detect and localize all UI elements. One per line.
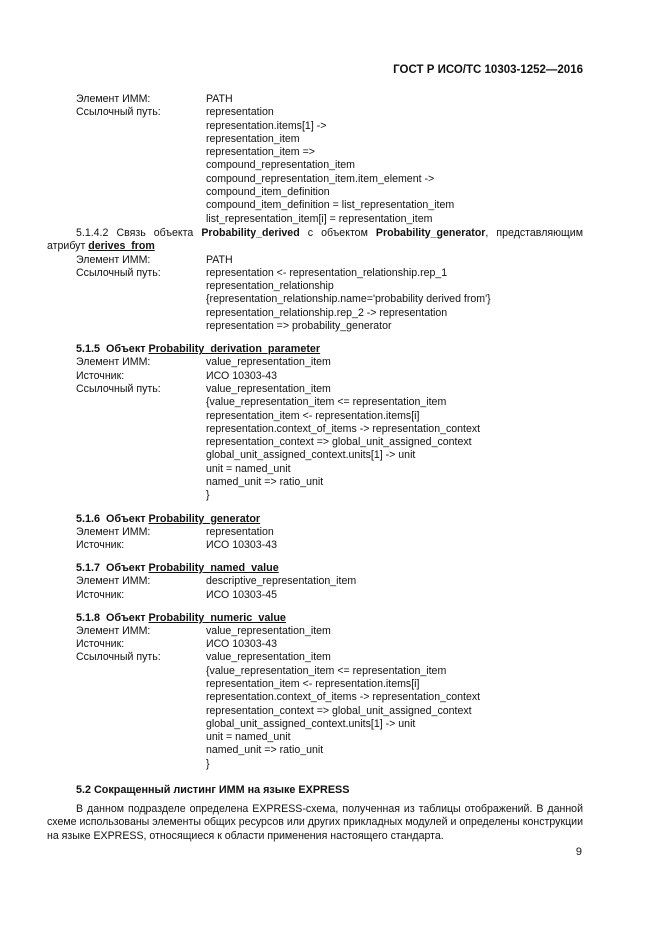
mapping-value: representation_relationship.rep_2 -> representation bbox=[206, 306, 448, 319]
mapping-row bbox=[47, 539, 583, 552]
mapping-label bbox=[47, 173, 206, 186]
mapping-value: representation_item bbox=[206, 132, 300, 145]
clause-5-1-4-2: 5.1.4.2 Связь объекта Probability_derived с объектом Probability_generator, представляющим атрибут derives_from bbox=[47, 226, 583, 253]
mapping-row bbox=[47, 638, 583, 651]
mapping-value: PATH bbox=[206, 93, 233, 105]
mapping-row bbox=[47, 575, 583, 588]
mapping-row bbox=[47, 744, 583, 757]
mapping-label bbox=[47, 133, 206, 146]
mapping-label: Элемент ИММ: bbox=[76, 624, 151, 637]
mapping-row bbox=[47, 307, 583, 320]
mapping-value: representation_item <- representation.items[i] bbox=[206, 677, 420, 690]
mapping-row bbox=[47, 449, 583, 462]
mapping-row bbox=[47, 665, 583, 678]
mapping-row bbox=[47, 280, 583, 293]
mapping-value: unit = named_unit bbox=[206, 731, 291, 744]
page-content bbox=[47, 93, 583, 843]
mapping-label bbox=[47, 463, 206, 476]
mapping-row bbox=[47, 370, 583, 383]
section-5-1-5-rows bbox=[47, 356, 583, 502]
mapping-label bbox=[47, 120, 206, 133]
mapping-label bbox=[47, 146, 206, 159]
mapping-value: compound_representation_item.item_element -> bbox=[206, 172, 435, 185]
mapping-value: global_unit_assigned_context.units[1] -> unit bbox=[206, 717, 416, 730]
section-5-1-7-rows bbox=[47, 575, 583, 602]
mapping-value: {value_representation_item <= representation_item bbox=[206, 664, 447, 677]
mapping-value: compound_item_definition bbox=[206, 186, 330, 199]
mapping-row bbox=[47, 476, 583, 489]
mapping-value: representation_item <- representation.items[i] bbox=[206, 409, 420, 422]
mapping-label bbox=[47, 758, 206, 771]
mapping-label: Ссылочный путь: bbox=[76, 266, 161, 279]
mapping-label bbox=[47, 436, 206, 449]
mapping-value: representation.context_of_items -> representation_context bbox=[206, 422, 481, 435]
mapping-row bbox=[47, 526, 583, 539]
mapping-row bbox=[47, 589, 583, 602]
mapping-value: named_unit => ratio_unit bbox=[206, 744, 324, 757]
mapping-row bbox=[47, 678, 583, 691]
mapping-label bbox=[47, 449, 206, 462]
mapping-value: representation => probability_generator bbox=[206, 320, 392, 333]
mapping-row bbox=[47, 625, 583, 638]
mapping-value: representation bbox=[206, 525, 274, 538]
mapping-label bbox=[47, 307, 206, 320]
mapping-block-2 bbox=[47, 254, 583, 334]
document-header: ГОСТ Р ИСО/ТС 10303-1252—2016 bbox=[393, 64, 583, 76]
mapping-label bbox=[47, 186, 206, 199]
mapping-row bbox=[47, 146, 583, 159]
mapping-label bbox=[47, 691, 206, 704]
mapping-label bbox=[47, 213, 206, 226]
mapping-label bbox=[47, 159, 206, 172]
section-5-1-8-rows bbox=[47, 625, 583, 771]
section-5-2-paragraph: В данном подразделе определена EXPRESS-схема, полученная из таблицы отображений. В данной схеме использованы элементы общих ресурсов или других прикладных модулей и определены конструкции на языке EXPRESS, относящиеся к области применения настоящего стандарта. bbox=[47, 803, 583, 842]
mapping-label: Источник: bbox=[76, 638, 125, 651]
mapping-label bbox=[47, 320, 206, 333]
mapping-label bbox=[47, 423, 206, 436]
mapping-row bbox=[47, 356, 583, 369]
mapping-row bbox=[47, 691, 583, 704]
mapping-row bbox=[47, 396, 583, 409]
mapping-row bbox=[47, 267, 583, 280]
mapping-value: representation_relationship bbox=[206, 280, 334, 293]
mapping-value: representation <- representation_relationship.rep_1 bbox=[206, 266, 448, 279]
section-5-1-6-heading: 5.1.6 Объект Probability_generator bbox=[76, 512, 261, 525]
mapping-label bbox=[47, 293, 206, 306]
mapping-row bbox=[47, 159, 583, 172]
mapping-row bbox=[47, 293, 583, 306]
mapping-value: representation.context_of_items -> representation_context bbox=[206, 691, 481, 704]
mapping-row bbox=[47, 93, 583, 106]
mapping-value: global_unit_assigned_context.units[1] -> unit bbox=[206, 449, 416, 462]
section-5-1-6-rows bbox=[47, 526, 583, 553]
mapping-row bbox=[47, 133, 583, 146]
mapping-value: representation bbox=[206, 106, 274, 119]
mapping-row bbox=[47, 173, 583, 186]
mapping-row bbox=[47, 254, 583, 267]
mapping-row bbox=[47, 758, 583, 771]
mapping-label: Элемент ИММ: bbox=[76, 93, 151, 105]
mapping-row bbox=[47, 106, 583, 119]
mapping-value: value_representation_item bbox=[206, 382, 331, 395]
mapping-label bbox=[47, 476, 206, 489]
mapping-label: Источник: bbox=[76, 538, 125, 551]
mapping-label: Элемент ИММ: bbox=[76, 525, 151, 538]
mapping-value: PATH bbox=[206, 253, 233, 266]
mapping-label bbox=[47, 678, 206, 691]
mapping-label: Элемент ИММ: bbox=[76, 356, 151, 369]
mapping-value: compound_item_definition = list_representation_item bbox=[206, 199, 455, 212]
mapping-value: descriptive_representation_item bbox=[206, 575, 357, 588]
mapping-label bbox=[47, 489, 206, 502]
mapping-label bbox=[47, 744, 206, 757]
mapping-value: representation_context => global_unit_assigned_context bbox=[206, 704, 472, 717]
mapping-value: {value_representation_item <= representation_item bbox=[206, 396, 447, 409]
mapping-row bbox=[47, 731, 583, 744]
mapping-row bbox=[47, 718, 583, 731]
mapping-value: } bbox=[206, 489, 210, 502]
mapping-row bbox=[47, 705, 583, 718]
mapping-value: ИСО 10303-43 bbox=[206, 538, 277, 551]
mapping-row bbox=[47, 489, 583, 502]
mapping-label bbox=[47, 705, 206, 718]
mapping-value: compound_representation_item bbox=[206, 159, 355, 172]
mapping-value: unit = named_unit bbox=[206, 462, 291, 475]
mapping-label: Ссылочный путь: bbox=[76, 106, 161, 119]
mapping-label: Источник: bbox=[76, 588, 125, 601]
mapping-value: value_representation_item bbox=[206, 624, 331, 637]
mapping-label bbox=[47, 410, 206, 423]
mapping-block-1 bbox=[47, 93, 583, 226]
mapping-label: Ссылочный путь: bbox=[76, 382, 161, 395]
mapping-label bbox=[47, 280, 206, 293]
mapping-label bbox=[47, 718, 206, 731]
mapping-label: Источник: bbox=[76, 369, 125, 382]
section-5-2-heading: 5.2 Сокращенный листинг ИММ на языке EXPRESS bbox=[76, 784, 350, 797]
section-5-1-5-heading: 5.1.5 Объект Probability_derivation_parameter bbox=[76, 343, 321, 356]
mapping-row bbox=[47, 120, 583, 133]
mapping-value: representation_item => bbox=[206, 146, 315, 159]
mapping-value: } bbox=[206, 757, 210, 770]
mapping-value: {representation_relationship.name='probability derived from'} bbox=[206, 293, 491, 306]
mapping-value: representation.items[1] -> bbox=[206, 119, 327, 132]
mapping-value: ИСО 10303-43 bbox=[206, 369, 277, 382]
mapping-value: ИСО 10303-43 bbox=[206, 638, 277, 651]
mapping-label: Элемент ИММ: bbox=[76, 575, 151, 588]
mapping-value: named_unit => ratio_unit bbox=[206, 476, 324, 489]
mapping-row bbox=[47, 463, 583, 476]
mapping-value: representation_context => global_unit_assigned_context bbox=[206, 436, 472, 449]
mapping-row bbox=[47, 320, 583, 333]
page-number: 9 bbox=[575, 846, 582, 858]
section-5-1-7-heading: 5.1.7 Объект Probability_named_value bbox=[76, 562, 279, 575]
mapping-row bbox=[47, 436, 583, 449]
mapping-value: value_representation_item bbox=[206, 651, 331, 664]
mapping-row bbox=[47, 186, 583, 199]
mapping-label: Ссылочный путь: bbox=[76, 651, 161, 664]
mapping-row bbox=[47, 383, 583, 396]
mapping-row bbox=[47, 423, 583, 436]
mapping-row bbox=[47, 410, 583, 423]
mapping-value: ИСО 10303-45 bbox=[206, 588, 277, 601]
mapping-row bbox=[47, 213, 583, 226]
mapping-row bbox=[47, 651, 583, 664]
mapping-value: value_representation_item bbox=[206, 356, 331, 369]
mapping-label bbox=[47, 396, 206, 409]
mapping-label bbox=[47, 665, 206, 678]
mapping-label bbox=[47, 199, 206, 212]
mapping-label bbox=[47, 731, 206, 744]
mapping-label: Элемент ИММ: bbox=[76, 253, 151, 266]
section-5-1-8-heading: 5.1.8 Объект Probability_numeric_value bbox=[76, 611, 286, 624]
mapping-value: list_representation_item[i] = representation_item bbox=[206, 212, 433, 225]
mapping-row bbox=[47, 199, 583, 212]
